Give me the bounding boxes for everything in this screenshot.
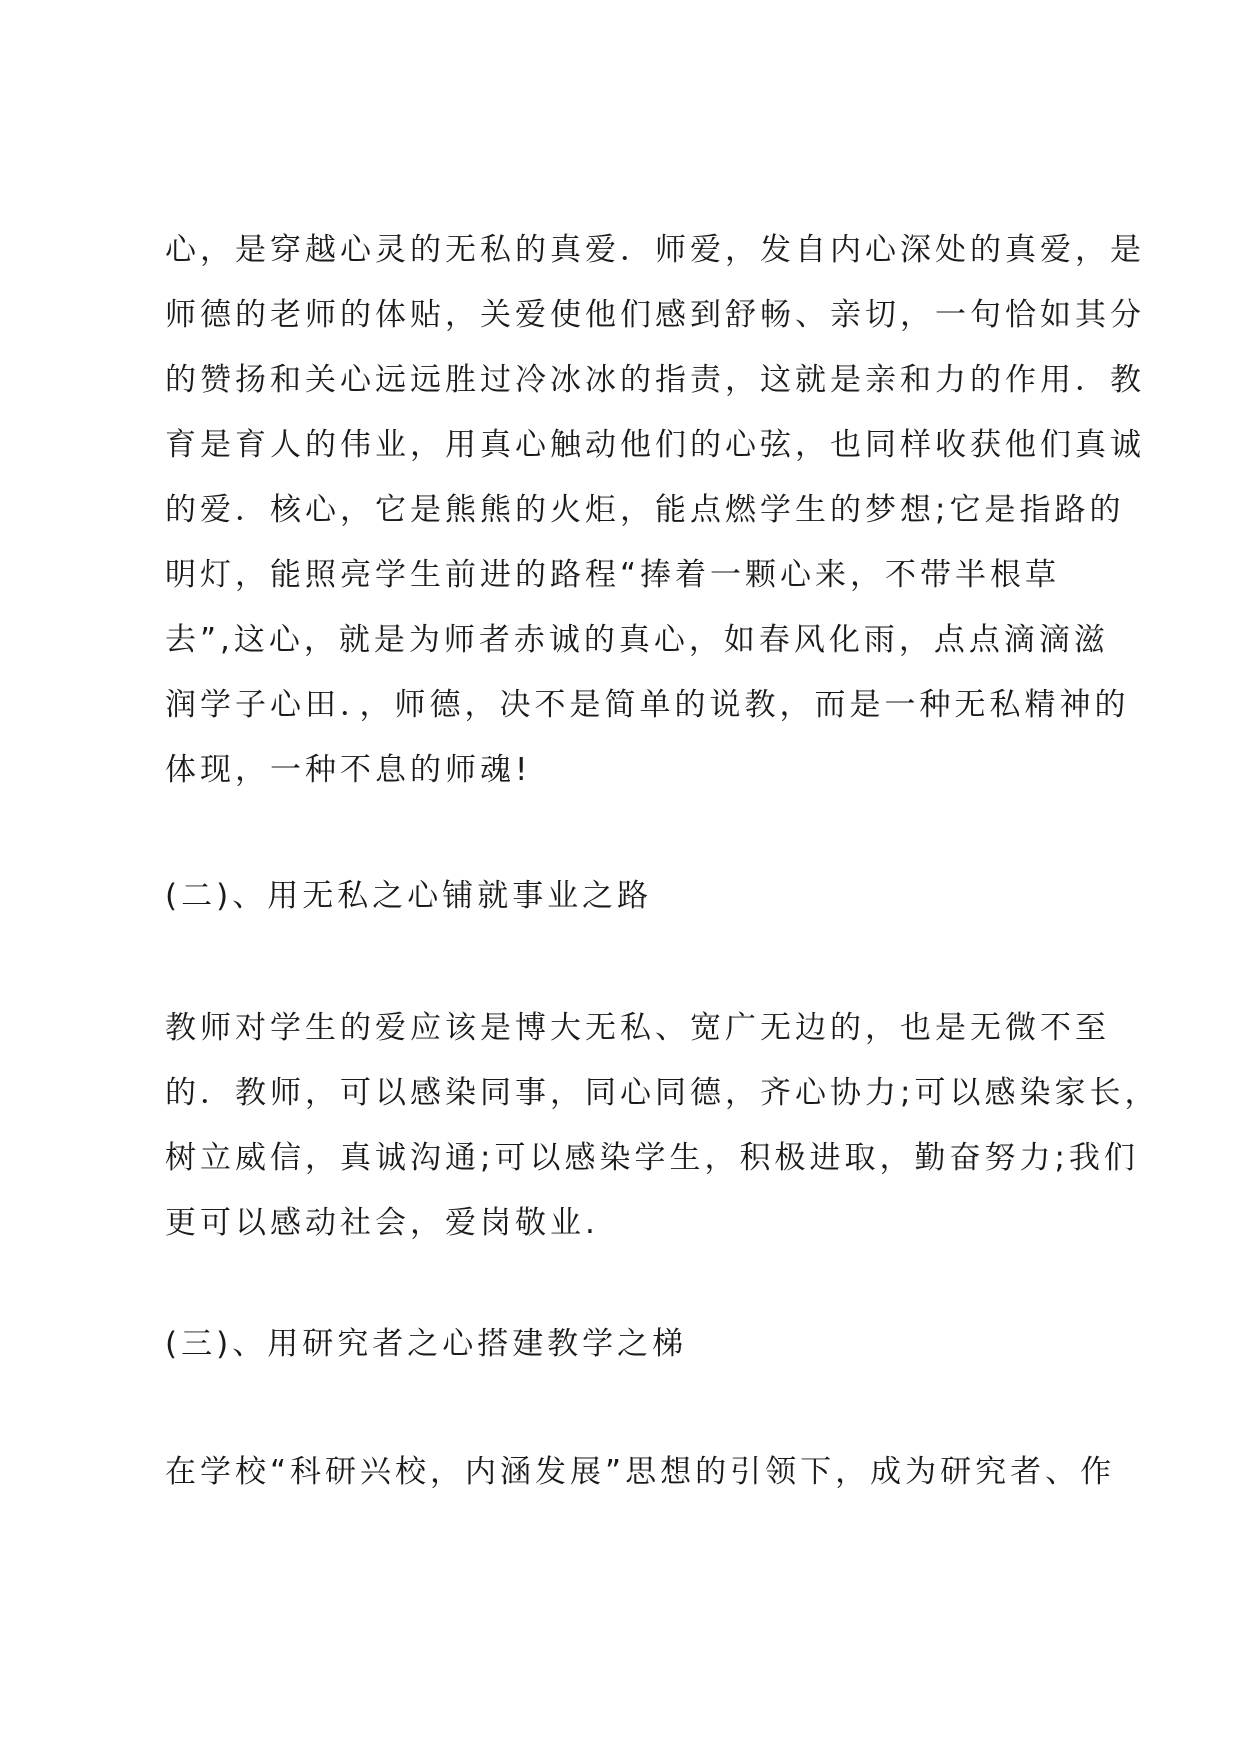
paragraph-researcher — [165, 1440, 1116, 1505]
text-line: 润学子心田．，师德，决不是简单的说教，而是一种无私精神的 — [165, 687, 1130, 723]
paragraph-teacher-love — [165, 218, 1145, 803]
text-line: 的爱．核心，它是熊熊的火炬，能点燃学生的梦想;它是指路的 — [165, 492, 1125, 528]
text-line: 更可以感动社会，爱岗敬业. — [165, 1205, 599, 1241]
text-line: 师德的老师的体贴，关爱使他们感到舒畅、亲切，一句恰如其分 — [165, 297, 1145, 333]
text-line: 心，是穿越心灵的无私的真爱．师爱，发自内心深处的真爱，是 — [165, 232, 1145, 268]
heading-text: (三)、用研究者之心搭建教学之梯 — [165, 1326, 688, 1362]
text-line: 体现，一种不息的师魂! — [165, 752, 532, 788]
text-line: 的赞扬和关心远远胜过冷冰冰的指责，这就是亲和力的作用．教 — [165, 362, 1145, 398]
text-line: 的．教师，可以感染同事，同心同德，齐心协力;可以感染家长， — [165, 1075, 1160, 1111]
heading-text: (二)、用无私之心铺就事业之路 — [165, 878, 653, 914]
section-heading-3 — [165, 1312, 1095, 1377]
text-line: 育是育人的伟业，用真心触动他们的心弦，也同样收获他们真诚 — [165, 427, 1145, 463]
text-line: 教师对学生的爱应该是博大无私、宽广无边的，也是无微不至 — [165, 1010, 1110, 1046]
section-heading-2 — [165, 864, 1095, 929]
paragraph-selfless-career — [165, 996, 1160, 1256]
text-line: 树立威信，真诚沟通;可以感染学生，积极进取，勤奋努力;我们 — [165, 1140, 1139, 1176]
text-line: 去”,这心，就是为师者赤诚的真心，如春风化雨，点点滴滴滋 — [165, 622, 1109, 658]
text-line: 在学校“科研兴校，内涵发展”思想的引领下，成为研究者、作 — [165, 1454, 1116, 1490]
text-line: 明灯，能照亮学生前进的路程“捧着一颗心来，不带半根草 — [165, 557, 1061, 593]
